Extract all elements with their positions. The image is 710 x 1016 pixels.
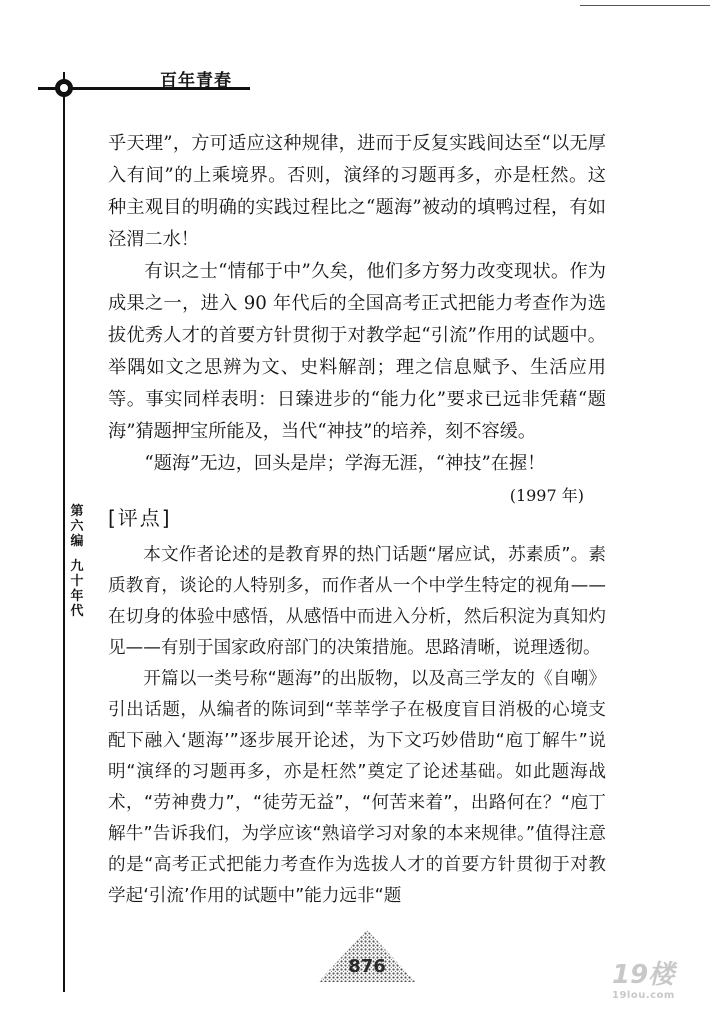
watermark-site: 19lou.com	[612, 990, 675, 1001]
body-paragraph-1: 乎天理”，方可适应这种规律，进而于反复实践间达至“以无厚入有间”的上乘境界。否则，演绎的习题再多，亦是枉然。这种主观目的明确的实践过程比之“题海”被动的填鸭过程，有如泾渭二水！	[108, 133, 606, 250]
essay-body	[108, 128, 606, 512]
watermark-logo: 19楼	[612, 960, 675, 990]
top-edge-rule	[580, 5, 710, 6]
site-watermark	[612, 960, 702, 1008]
side-label-part: 第六编	[70, 504, 84, 549]
running-header-title: 百年青春	[160, 71, 232, 91]
commentary-paragraph-1: 本文作者论述的是教育界的热门话题“屠应试，苏素质”。素质教育，谈论的人特别多，而作者从一个中学生特定的视角——在切身的体验中感悟，从感悟中而进入分析，然后积淀为真知灼见——有别于国家政府部门的决策措施。思路清晰，说理透彻。	[108, 545, 606, 658]
body-paragraph-2: 有识之士“情郁于中”久矣，他们多方努力改变现状。作为成果之一，进入 90 年代后的全国高考正式把能力考查作为选拔优秀人才的首要方针贯彻于对教学起“引流”作用的试题中。举隅如文之思辨为文、史料解剖；理之信息赋予、生活应用等。事实同样表明：日臻进步的“能力化”要求已远非凭藉“题海”猜题押宝所能及，当代“神技”的培养，刻不容缓。	[108, 261, 606, 442]
commentary-paragraph-2: 开篇以一类号称“题海”的出版物，以及高三学友的《自嘲》引出话题，从编者的陈词到“莘莘学子在极度盲目消极的心境支配下融入‘题海’”逐步展开论述，为下文巧妙借助“庖丁解牛”说明“演绎的习题再多，亦是枉然”奠定了论述基础。如此题海战术，“劳神费力”，“徒劳无益”，“何苦来着”，出路何在？“庖丁解牛”告诉我们，为学应该“熟谙学习对象的本来规律。”值得注意的是“高考正式把能力考查作为选拔人才的首要方针贯彻于对教学起‘引流’作用的试题中”能力远非“题	[108, 669, 606, 906]
margin-rule	[63, 72, 65, 992]
page-number: 876	[348, 956, 386, 977]
commentary-heading: [评点]	[108, 506, 172, 530]
commentary-body	[108, 540, 606, 912]
header-ornament	[55, 79, 73, 97]
side-label-era: 九十年代	[70, 559, 84, 619]
year-note: (1997 年)	[509, 486, 584, 505]
side-section-label	[68, 504, 86, 619]
body-paragraph-3: “题海”无边，回头是岸；学海无涯，“神技”在握！	[144, 453, 546, 474]
